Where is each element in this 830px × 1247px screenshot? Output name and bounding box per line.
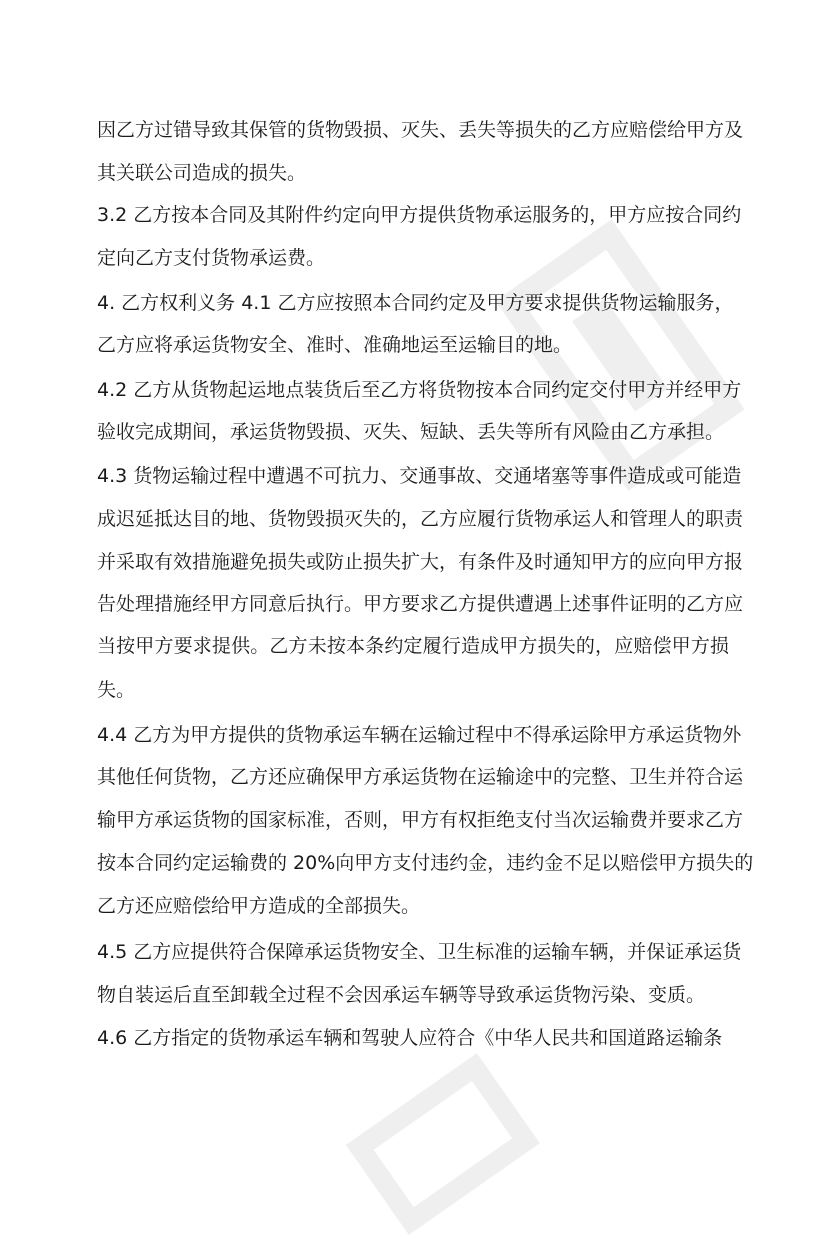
paragraph-line: 验收完成期间，承运货物毁损、灭失、短缺、丢失等所有风险由乙方承担。 bbox=[97, 421, 725, 443]
paragraph-line: 物自装运后直至卸载全过程不会因承运车辆等导致承运货物污染、变质。 bbox=[97, 984, 706, 1006]
paragraph-line: 4.2 乙方从货物起运地点装货后至乙方将货物按本合同约定交付甲方并经甲方 bbox=[97, 379, 742, 401]
paragraph-line: 并采取有效措施避免损失或防止损失扩大，有条件及时通知甲方的应向甲方报 bbox=[97, 551, 744, 573]
paragraph-line: 当按甲方要求提供。乙方未按本条约定履行造成甲方损失的，应赔偿甲方损 bbox=[97, 635, 729, 657]
paragraph-line: 4.5 乙方应提供符合保障承运货物安全、卫生标准的运输车辆，并保证承运货 bbox=[97, 941, 742, 963]
paragraph-line: 告处理措施经甲方同意后执行。甲方要求乙方提供遭遇上述事件证明的乙方应 bbox=[97, 593, 744, 615]
paragraph-line: 4.3 货物运输过程中遭遇不可抗力、交通事故、交通堵塞等事件造成或可能造 bbox=[97, 465, 742, 487]
paragraph-line: 乙方应将承运货物安全、准时、准确地运至运输目的地。 bbox=[97, 334, 573, 356]
paragraph-line: 因乙方过错导致其保管的货物毁损、灭失、丢失等损失的乙方应赔偿给甲方及 bbox=[97, 119, 744, 141]
paragraph-line: 其关联公司造成的损失。 bbox=[97, 162, 307, 184]
paragraph-line: 4. 乙方权利义务 4.1 乙方应按照本合同约定及甲方要求提供货物运输服务， bbox=[97, 292, 734, 314]
paragraph-line: 3.2 乙方按本合同及其附件约定向甲方提供货物承运服务的，甲方应按合同约 bbox=[97, 204, 742, 226]
paragraph-line: 4.6 乙方指定的货物承运车辆和驾驶人应符合《中华人民共和国道路运输条 bbox=[97, 1027, 723, 1049]
paragraph-line: 4.4 乙方为甲方提供的货物承运车辆在运输过程中不得承运除甲方承运货物外 bbox=[97, 724, 742, 746]
paragraph-line: 其他任何货物，乙方还应确保甲方承运货物在运输途中的完整、卫生并符合运 bbox=[97, 766, 744, 788]
paragraph-line: 输甲方承运货物的国家标准，否则，甲方有权拒绝支付当次运输费并要求乙方 bbox=[97, 809, 744, 831]
paragraph-line: 定向乙方支付货物承运费。 bbox=[97, 247, 326, 269]
watermark-logo-bottom bbox=[324, 1033, 557, 1246]
paragraph-line: 按本合同约定运输费的 20%向甲方支付违约金，违约金不足以赔偿甲方损失的 bbox=[97, 852, 754, 874]
paragraph-line: 乙方还应赔偿给甲方造成的全部损失。 bbox=[97, 895, 421, 917]
paragraph-line: 失。 bbox=[97, 679, 136, 701]
paragraph-line: 成迟延抵达目的地、货物毁损灭失的，乙方应履行货物承运人和管理人的职责 bbox=[97, 508, 744, 530]
